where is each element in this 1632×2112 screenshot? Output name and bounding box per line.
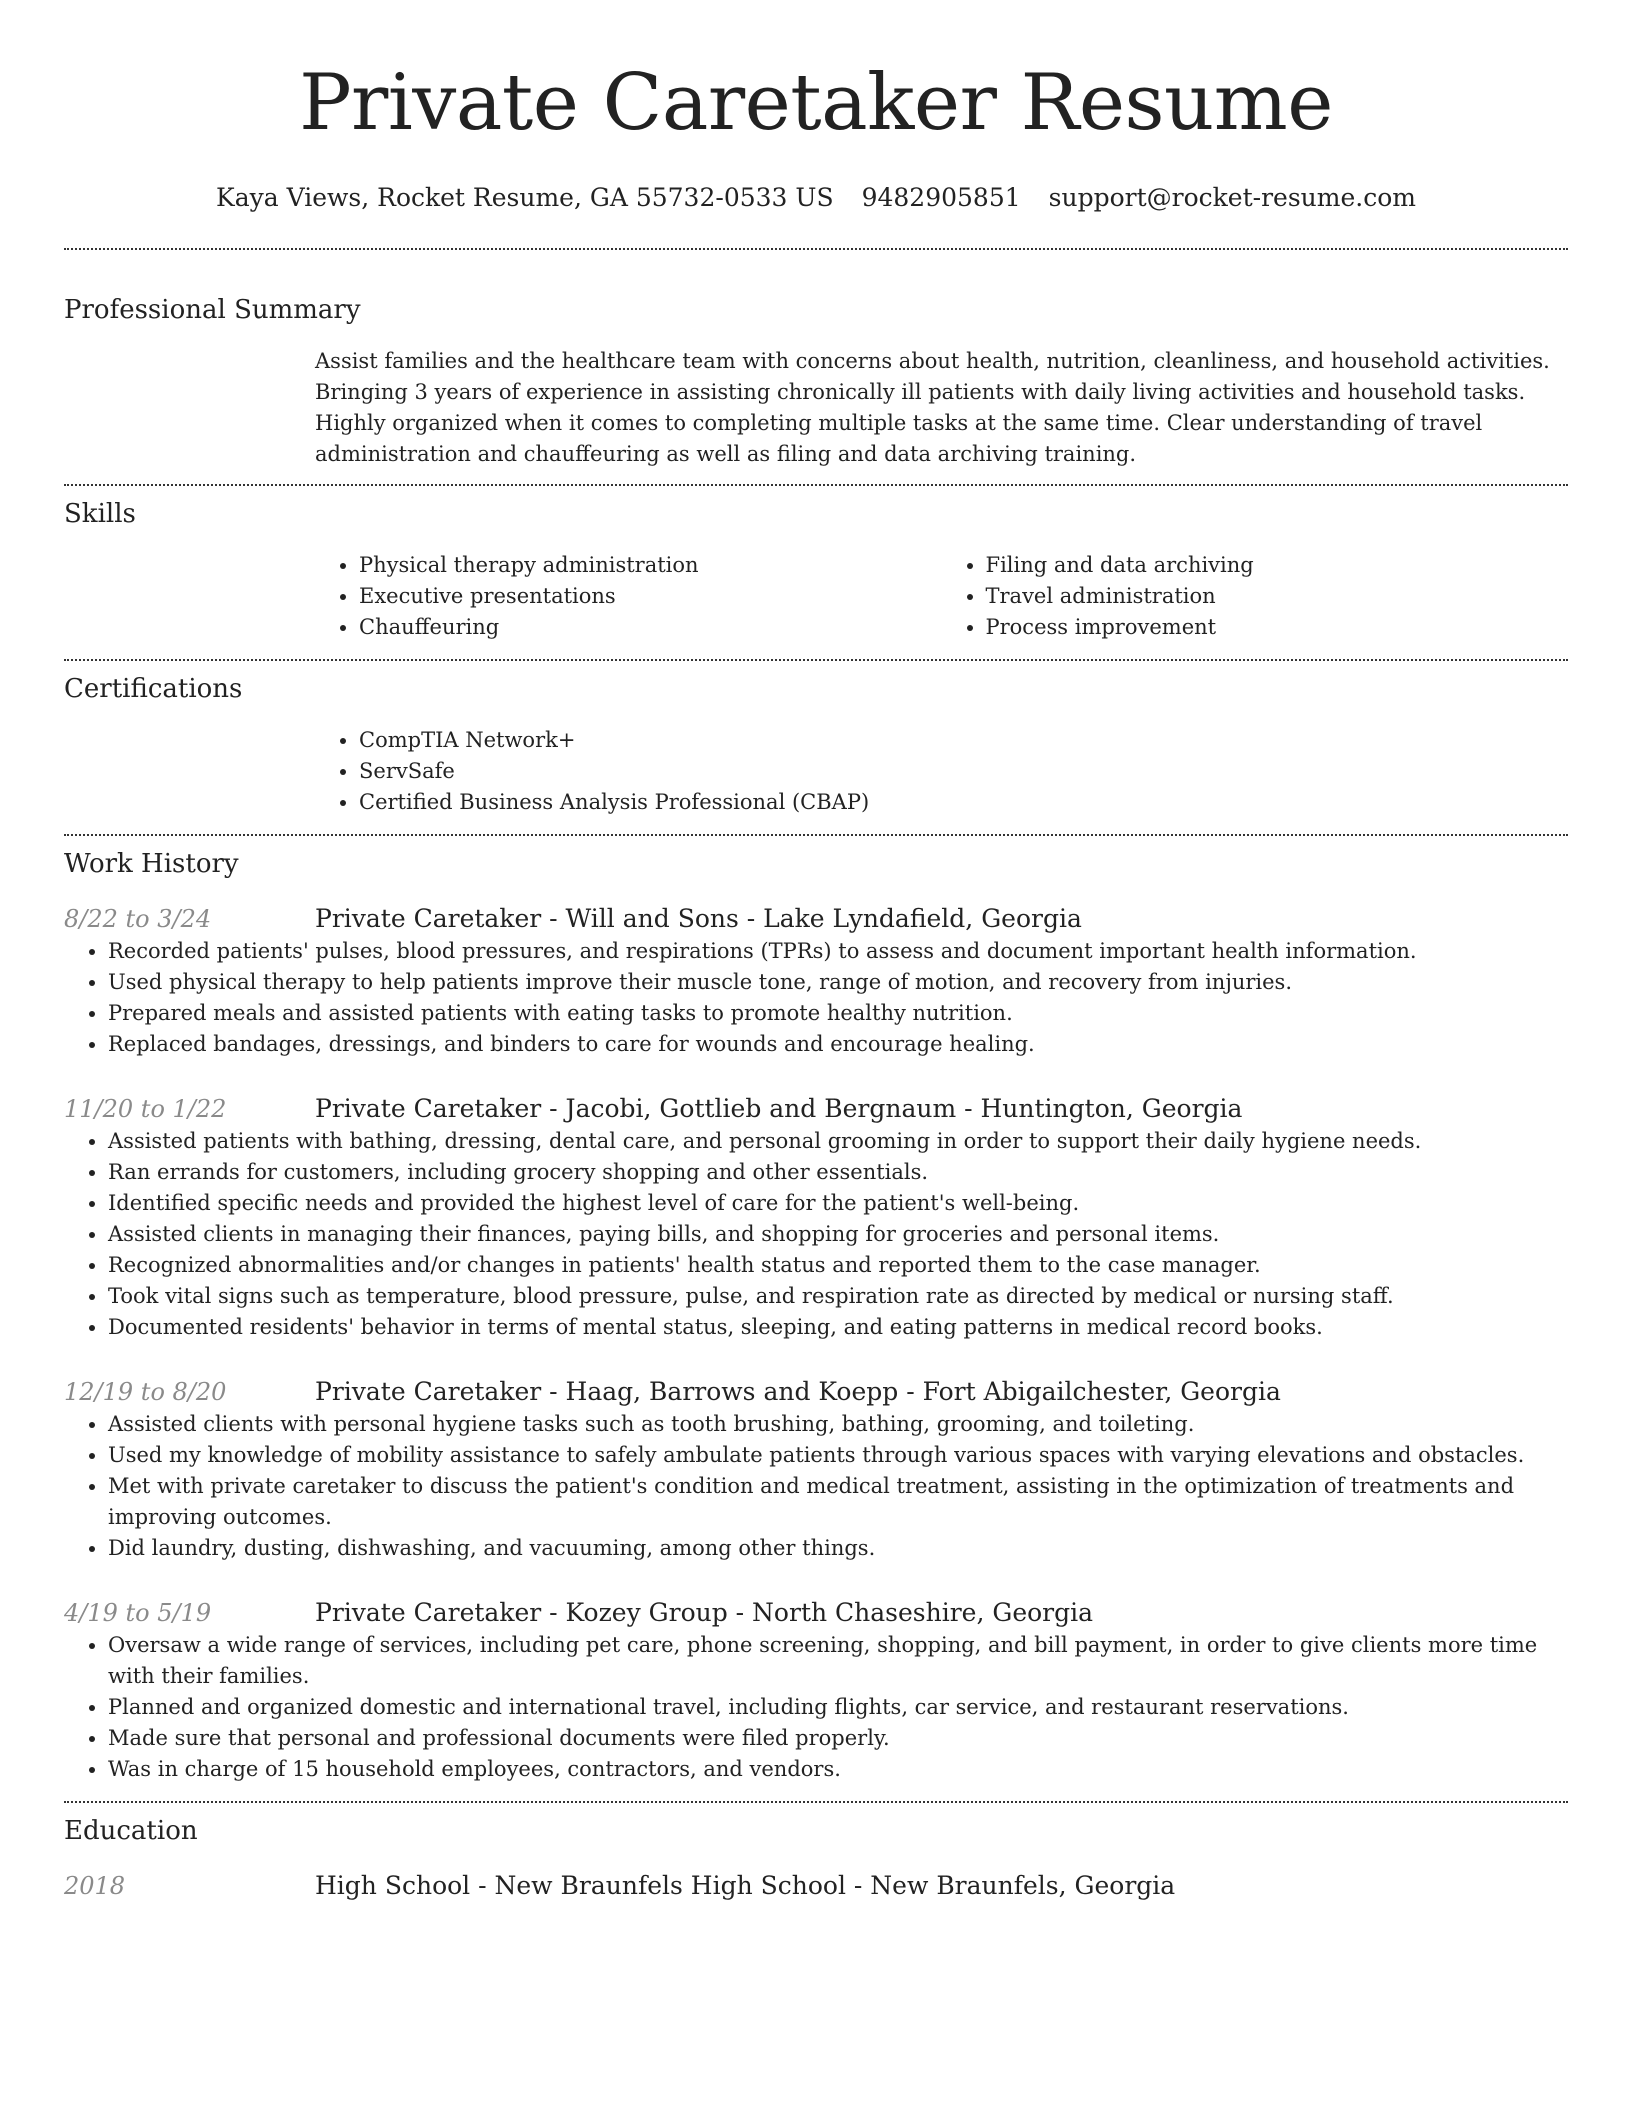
job-duty: • Did laundry, dusting, dishwashing, and vacuuming, among other things. (108, 1533, 1568, 1564)
job-duty: • Used physical therapy to help patients improve their muscle tone, range of motion, and recovery from injuries. (108, 967, 1568, 998)
job-duty: • Replaced bandages, dressings, and binders to care for wounds and encourage healing. (108, 1029, 1568, 1060)
job-duties (64, 936, 1568, 1060)
job-duty: • Recorded patients' pulses, blood pressures, and respirations (TPRs) to assess and document important health information. (108, 936, 1568, 967)
education-heading: Education (64, 1816, 198, 1846)
contact-phone: 9482905851 (861, 183, 1021, 212)
job-duty: • Identified specific needs and provided the highest level of care for the patient's well-being. (108, 1188, 1568, 1219)
certifications-list (315, 725, 1568, 818)
certification-item: • CompTIA Network+ (359, 725, 1568, 756)
job-duties (64, 1409, 1568, 1564)
work-history-section (64, 836, 1568, 1785)
job-duty: • Assisted patients with bathing, dressing, dental care, and personal grooming in order to support their daily hygiene needs. (108, 1126, 1568, 1157)
job-duties (64, 1630, 1568, 1785)
job-header (64, 902, 1568, 936)
skills-list-left (315, 550, 942, 643)
contact-email[interactable]: support@rocket-resume.com (1048, 183, 1416, 212)
certifications-section (64, 661, 1568, 818)
skill-item: • Filing and data archiving (986, 550, 1569, 581)
job-header (64, 1375, 1568, 1409)
job-duty: • Used my knowledge of mobility assistance to safely ambulate patients through various spaces with varying elevations and obstacles. (108, 1440, 1568, 1471)
job-entry (64, 902, 1568, 1060)
job-title: Private Caretaker - Will and Sons - Lake Lyndafield, Georgia (315, 904, 1082, 933)
job-date: 11/20 to 1/22 (64, 1095, 227, 1123)
certifications-heading: Certifications (64, 674, 243, 704)
job-duty: • Took vital signs such as temperature, blood pressure, pulse, and respiration rate as directed by medical or nursing staff. (108, 1281, 1568, 1312)
summary-text: Assist families and the healthcare team with concerns about health, nutrition, cleanliness, and household activities. Bringing 3 years of experience in assisting chronically ill patients with daily living activities and household tasks. Highly organized when it comes to completing multiple tasks at the same time. Clear understanding of travel administration and chauffeuring as well as filing and data archiving training. (315, 349, 1550, 466)
summary-section (64, 250, 1568, 470)
job-date: 4/19 to 5/19 (64, 1599, 212, 1627)
job-duties (64, 1126, 1568, 1343)
skills-grid (315, 550, 1568, 643)
job-duty: • Assisted clients in managing their finances, paying bills, and shopping for groceries and personal items. (108, 1219, 1568, 1250)
job-duty: • Prepared meals and assisted patients with eating tasks to promote healthy nutrition. (108, 998, 1568, 1029)
skills-section (64, 486, 1568, 643)
job-duty: • Oversaw a wide range of services, including pet care, phone screening, shopping, and bill payment, in order to give clients more time with their families. (108, 1630, 1568, 1692)
job-entry (64, 1596, 1568, 1785)
job-title: Private Caretaker - Kozey Group - North Chaseshire, Georgia (315, 1598, 1094, 1627)
contact-address: Kaya Views, Rocket Resume, GA 55732-0533 US (216, 183, 834, 212)
job-duty: • Was in charge of 15 household employees, contractors, and vendors. (108, 1754, 1568, 1785)
resume-title: Private Caretaker Resume (299, 58, 1333, 148)
job-entry (64, 1375, 1568, 1564)
job-duty: • Planned and organized domestic and international travel, including flights, car service, and restaurant reservations. (108, 1692, 1568, 1723)
education-section (64, 1803, 1568, 1903)
job-title: Private Caretaker - Haag, Barrows and Koepp - Fort Abigailchester, Georgia (315, 1377, 1281, 1406)
summary-heading: Professional Summary (64, 295, 361, 325)
job-date: 12/19 to 8/20 (64, 1378, 227, 1406)
job-duty: • Made sure that personal and professional documents were filed properly. (108, 1723, 1568, 1754)
education-title: High School - New Braunfels High School - New Braunfels, Georgia (315, 1871, 1176, 1900)
work-history-heading: Work History (64, 849, 239, 879)
contact-line (64, 180, 1568, 216)
skill-item: • Executive presentations (359, 581, 942, 612)
skill-item: • Process improvement (986, 612, 1569, 643)
skill-item: • Travel administration (986, 581, 1569, 612)
job-duty: • Recognized abnormalities and/or changes in patients' health status and reported them to the case manager. (108, 1250, 1568, 1281)
job-title: Private Caretaker - Jacobi, Gottlieb and Bergnaum - Huntington, Georgia (315, 1094, 1243, 1123)
job-date: 8/22 to 3/24 (64, 905, 212, 933)
job-duty: • Ran errands for customers, including grocery shopping and other essentials. (108, 1157, 1568, 1188)
summary-body (315, 346, 1568, 470)
certifications-body (315, 725, 1568, 818)
skill-item: • Physical therapy administration (359, 550, 942, 581)
skills-heading: Skills (64, 499, 136, 529)
skills-list-right (942, 550, 1569, 643)
job-duty: • Documented residents' behavior in terms of mental status, sleeping, and eating patterns in medical record books. (108, 1312, 1568, 1343)
education-entry (64, 1869, 1568, 1903)
certification-item: • ServSafe (359, 756, 1568, 787)
job-duty: • Assisted clients with personal hygiene tasks such as tooth brushing, bathing, grooming, and toileting. (108, 1409, 1568, 1440)
certification-item: • Certified Business Analysis Professional (CBAP) (359, 787, 1568, 818)
job-header (64, 1092, 1568, 1126)
job-entry (64, 1092, 1568, 1343)
skill-item: • Chauffeuring (359, 612, 942, 643)
education-header (64, 1869, 1568, 1903)
job-duty: • Met with private caretaker to discuss the patient's condition and medical treatment, assisting in the optimization of treatments and improving outcomes. (108, 1471, 1568, 1533)
job-header (64, 1596, 1568, 1630)
education-date: 2018 (64, 1872, 126, 1900)
